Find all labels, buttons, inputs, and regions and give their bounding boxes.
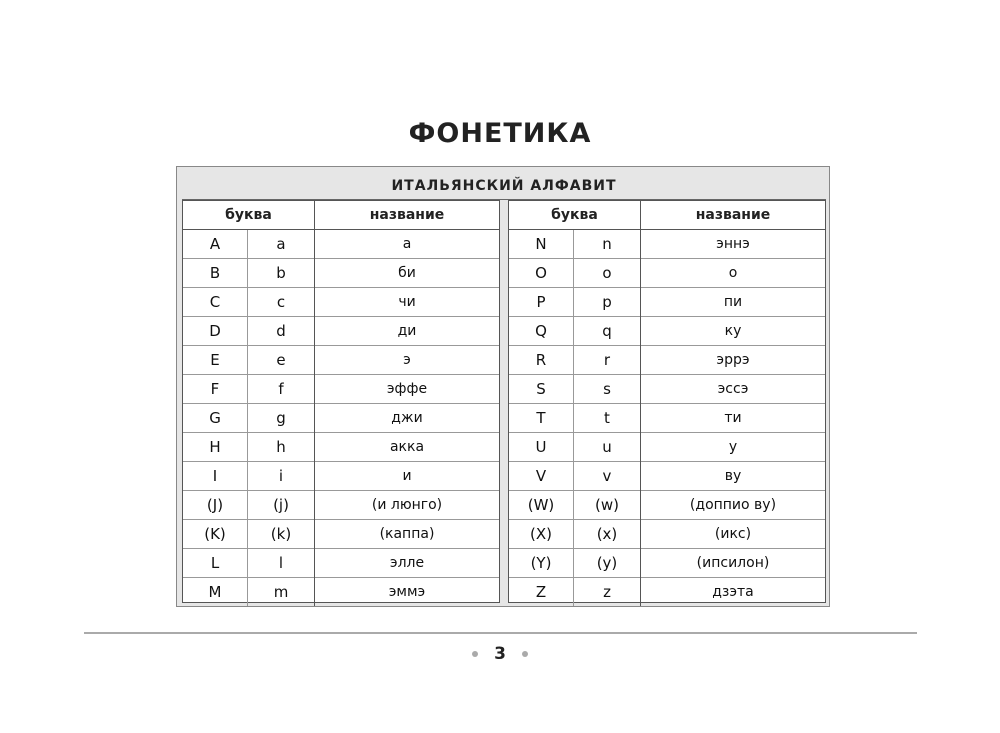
dot-icon	[522, 651, 528, 657]
letter-upper: O	[509, 259, 574, 288]
letter-name: чи	[315, 288, 500, 317]
letter-name: эннэ	[716, 236, 750, 252]
letter-lower: e	[248, 346, 315, 375]
letter-upper: P	[509, 288, 574, 317]
letter-lower: s	[574, 375, 641, 404]
footer-divider	[84, 632, 917, 634]
table-title: ИТАЛЬЯНСКИЙ АЛФАВИТ	[182, 172, 826, 200]
table-row	[183, 346, 499, 375]
letter-upper: (X)	[509, 520, 574, 549]
page-title: ФОНЕТИКА	[408, 118, 592, 149]
table-row	[509, 375, 825, 404]
table-row	[183, 317, 499, 346]
letter-upper: C	[183, 288, 248, 317]
table-row	[183, 375, 499, 404]
letter-name: у	[641, 433, 826, 462]
table-row	[183, 549, 499, 578]
table-row	[509, 578, 825, 607]
letter-lower: u	[574, 433, 641, 462]
letter-lower: m	[248, 578, 315, 607]
letter-lower: (w)	[574, 491, 641, 520]
letter-name: акка	[315, 433, 500, 462]
table-row	[183, 259, 499, 288]
letter-name: (ипсилон)	[641, 549, 826, 578]
letter-lower: i	[248, 462, 315, 491]
letter-name: (икс)	[641, 520, 826, 549]
letter-lower: p	[574, 288, 641, 317]
letter-lower: t	[574, 404, 641, 433]
letter-upper: G	[183, 404, 248, 433]
letter-name: би	[315, 259, 500, 288]
left-rows	[183, 230, 499, 607]
letter-lower: d	[248, 317, 315, 346]
letter-name: элле	[315, 549, 500, 578]
table-row	[183, 491, 499, 520]
letter-name: пи	[641, 288, 826, 317]
table-row	[183, 404, 499, 433]
table-row	[509, 317, 825, 346]
letter-lower: f	[248, 375, 315, 404]
letter-lower: q	[574, 317, 641, 346]
header-letter: буква	[509, 201, 641, 230]
letter-lower: (x)	[574, 520, 641, 549]
letter-name: о	[641, 259, 826, 288]
right-rows	[509, 230, 825, 607]
page-footer	[0, 644, 1000, 664]
table-row	[509, 462, 825, 491]
letter-upper: H	[183, 433, 248, 462]
table-row	[509, 433, 825, 462]
letter-upper: A	[183, 230, 248, 259]
header-name: название	[641, 201, 826, 230]
letter-name: (каппа)	[315, 520, 500, 549]
table-right-half	[508, 200, 826, 603]
letter-name: эффе	[315, 375, 500, 404]
table-row	[183, 520, 499, 549]
letter-name: (и люнго)	[315, 491, 500, 520]
letter-lower: h	[248, 433, 315, 462]
letter-upper: (J)	[183, 491, 248, 520]
dot-icon	[472, 651, 478, 657]
letter-lower: c	[248, 288, 315, 317]
letter-name: ку	[641, 317, 826, 346]
letter-upper: R	[509, 346, 574, 375]
alphabet-table	[176, 166, 830, 607]
letter-upper: I	[183, 462, 248, 491]
letter-upper: B	[183, 259, 248, 288]
letter-upper: M	[183, 578, 248, 607]
letter-upper: (W)	[509, 491, 574, 520]
letter-name: эссэ	[641, 375, 826, 404]
letter-lower: (y)	[574, 549, 641, 578]
table-row	[183, 230, 499, 259]
letter-name: э	[315, 346, 500, 375]
letter-upper: Z	[509, 578, 574, 607]
table-row	[509, 259, 825, 288]
table-row	[509, 404, 825, 433]
letter-name: а	[402, 236, 412, 252]
header-name: название	[315, 201, 500, 230]
letter-upper: L	[183, 549, 248, 578]
table-row	[509, 346, 825, 375]
letter-upper: U	[509, 433, 574, 462]
table-row	[509, 549, 825, 578]
letter-name: джи	[315, 404, 500, 433]
letter-name: эррэ	[641, 346, 826, 375]
table-row	[183, 288, 499, 317]
letter-upper: V	[509, 462, 574, 491]
letter-name: (доппио ву)	[641, 491, 826, 520]
table-row	[183, 433, 499, 462]
letter-name: ти	[641, 404, 826, 433]
letter-name: ву	[641, 462, 826, 491]
table-row	[509, 520, 825, 549]
letter-lower: a	[248, 230, 315, 259]
table-row	[509, 230, 825, 259]
letter-name: эммэ	[315, 578, 500, 607]
letter-upper: D	[183, 317, 248, 346]
letter-lower: r	[574, 346, 641, 375]
letter-upper: S	[509, 375, 574, 404]
letter-lower: v	[574, 462, 641, 491]
letter-upper: Q	[509, 317, 574, 346]
letter-lower: g	[248, 404, 315, 433]
letter-upper: E	[183, 346, 248, 375]
letter-lower: o	[574, 259, 641, 288]
table-row	[509, 288, 825, 317]
page-number: 3	[494, 644, 506, 664]
letter-upper: (K)	[183, 520, 248, 549]
letter-lower: (k)	[248, 520, 315, 549]
letter-lower: l	[248, 549, 315, 578]
letter-name: ди	[315, 317, 500, 346]
letter-lower: n	[574, 230, 641, 259]
table-left-half	[182, 200, 500, 603]
header-letter: буква	[183, 201, 315, 230]
letter-name: и	[315, 462, 500, 491]
letter-upper: F	[183, 375, 248, 404]
letter-upper: T	[509, 404, 574, 433]
letter-lower: z	[574, 578, 641, 607]
letter-upper: N	[509, 230, 574, 259]
letter-lower: b	[248, 259, 315, 288]
letter-name: дзэта	[641, 578, 826, 607]
table-row	[183, 578, 499, 607]
letter-lower: (j)	[248, 491, 315, 520]
letter-upper: (Y)	[509, 549, 574, 578]
table-row	[183, 462, 499, 491]
table-row	[509, 491, 825, 520]
